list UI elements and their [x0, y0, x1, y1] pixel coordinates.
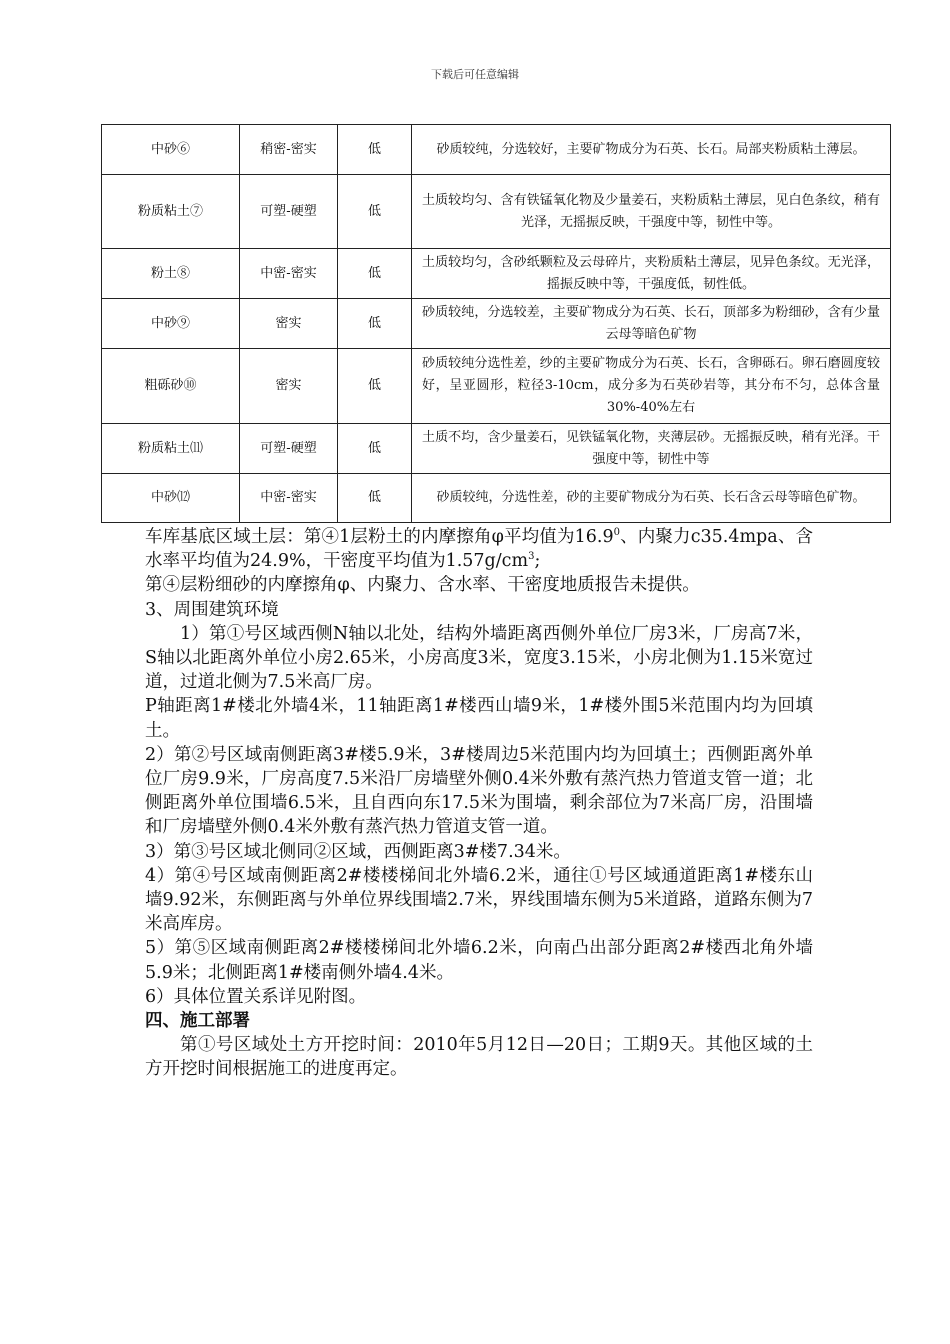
- table-row: [102, 424, 891, 474]
- paragraph-silty-sand: 第④层粉细砂的内摩擦角φ、内聚力、含水率、干密度地质报告未提供。: [145, 575, 700, 596]
- density-cell: 中密-密实: [240, 474, 338, 523]
- section-heading-deployment: 四、施工部署: [145, 1011, 250, 1032]
- density-cell: 可塑-硬塑: [240, 175, 338, 249]
- level-cell: 低: [338, 175, 412, 249]
- soil-name-cell: 中砂⑥: [102, 125, 240, 175]
- density-cell: 中密-密实: [240, 249, 338, 299]
- paragraph-area-3: 3）第③号区域北侧同②区域，西侧距离3#楼7.34米。: [145, 841, 571, 862]
- section-heading-environment: 3、周围建筑环境: [145, 599, 279, 620]
- soil-name-cell: 中砂⑨: [102, 299, 240, 349]
- table-row: [102, 175, 891, 249]
- table-row: [102, 474, 891, 523]
- table-row: [102, 249, 891, 299]
- description-cell: 砂质较纯，分选性差，砂的主要矿物成分为石英、长石含云母等暗色矿物。: [412, 474, 891, 523]
- soil-name-cell: 粉质粘土⑾: [102, 424, 240, 474]
- density-cell: 可塑-硬塑: [240, 424, 338, 474]
- soil-layer-table: [101, 124, 891, 523]
- table-row: [102, 349, 891, 424]
- soil-name-cell: 粗砾砂⑩: [102, 349, 240, 424]
- level-cell: 低: [338, 349, 412, 424]
- density-cell: 密实: [240, 349, 338, 424]
- soil-name-cell: 粉土⑧: [102, 249, 240, 299]
- level-cell: 低: [338, 474, 412, 523]
- description-cell: 土质较均匀、含有铁锰氧化物及少量姜石，夹粉质粘土薄层，见白色条纹，稍有光泽，无摇振反映，干强度中等，韧性中等。: [412, 175, 891, 249]
- paragraph-area-1-extra: P轴距离1#楼北外墙4米，11轴距离1#楼西山墙9米，1#楼外围5米范围内均为回填土。: [145, 696, 813, 741]
- level-cell: 低: [338, 299, 412, 349]
- level-cell: 低: [338, 424, 412, 474]
- density-cell: 稍密-密实: [240, 125, 338, 175]
- level-cell: 低: [338, 249, 412, 299]
- description-cell: 砂质较纯分选性差，纱的主要矿物成分为石英、长石，含卵砾石。卵石磨圆度较好，呈亚圆形，粒径3-10cm，成分多为石英砂岩等，其分布不匀，总体含量30%-40%左右: [412, 349, 891, 424]
- density-cell: 密实: [240, 299, 338, 349]
- paragraph-appendix-note: 6）具体位置关系详见附图。: [145, 986, 367, 1007]
- level-cell: 低: [338, 125, 412, 175]
- description-cell: 砂质较纯，分选较差，主要矿物成分为石英、长石，顶部多为粉细砂，含有少量云母等暗色矿物: [412, 299, 891, 349]
- description-cell: 砂质较纯，分选较好，主要矿物成分为石英、长石。局部夹粉质粘土薄层。: [412, 125, 891, 175]
- soil-name-cell: 中砂⑿: [102, 474, 240, 523]
- description-cell: 土质较均匀，含砂纸颗粒及云母碎片，夹粉质粘土薄层，见异色条纹。无光泽，摇振反映中等，干强度低，韧性低。: [412, 249, 891, 299]
- paragraph-area-1: 1）第①号区域西侧N轴以北处，结构外墙距离西侧外单位厂房3米，厂房高7米，S轴以北距离外单位小房2.65米，小房高度3米，宽度3.15米，小房北侧为1.15米宽过道，过道北侧为7.5米高厂房。: [145, 623, 813, 693]
- page-header: 下载后可任意编辑: [431, 68, 519, 81]
- paragraph-area-4: 4）第④号区域南侧距离2#楼楼梯间北外墙6.2米，通往①号区域通道距离1#楼东山墙9.92米，东侧距离与外单位界线围墙2.7米，界线围墙东侧为5米道路，道路东侧为7米高库房。: [145, 865, 813, 935]
- soil-name-cell: 粉质粘土⑦: [102, 175, 240, 249]
- description-cell: 土质不均，含少量姜石，见铁锰氧化物，夹薄层砂。无摇振反映，稍有光泽。干强度中等，韧性中等: [412, 424, 891, 474]
- paragraph-area-5: 5）第⑤区域南侧距离2#楼楼梯间北外墙6.2米，向南凸出部分距离2#楼西北角外墙5.9米；北侧距离1#楼南侧外墙4.4米。: [145, 938, 813, 983]
- table-row: [102, 125, 891, 175]
- table-row: [102, 299, 891, 349]
- paragraph-area-2: 2）第②号区域南侧距离3#楼5.9米，3#楼周边5米范围内均为回填土；西侧距离外单位厂房9.9米，厂房高度7.5米沿厂房墙壁外侧0.4米外敷有蒸汽热力管道支管一道；北侧距离外单位围墙6.5米，且自西向东17.5米为围墙，剩余部位为7米高厂房，沿围墙和厂房墙壁外侧0.4米外敷有蒸汽热力管道支管一道。: [145, 744, 813, 838]
- paragraph-soil-stats: 车库基底区域土层：第④1层粉土的内摩擦角φ平均值为16.9$^0$、内聚力c35.4mpa、含水率平均值为24.9%，干密度平均值为$1.57g/cm^3$;: [145, 527, 813, 572]
- document-body: [145, 525, 813, 1082]
- paragraph-excavation-schedule: 第①号区域处土方开挖时间：2010年5月12日—20日；工期9天。其他区域的土方开挖时间根据施工的进度再定。: [145, 1035, 813, 1080]
